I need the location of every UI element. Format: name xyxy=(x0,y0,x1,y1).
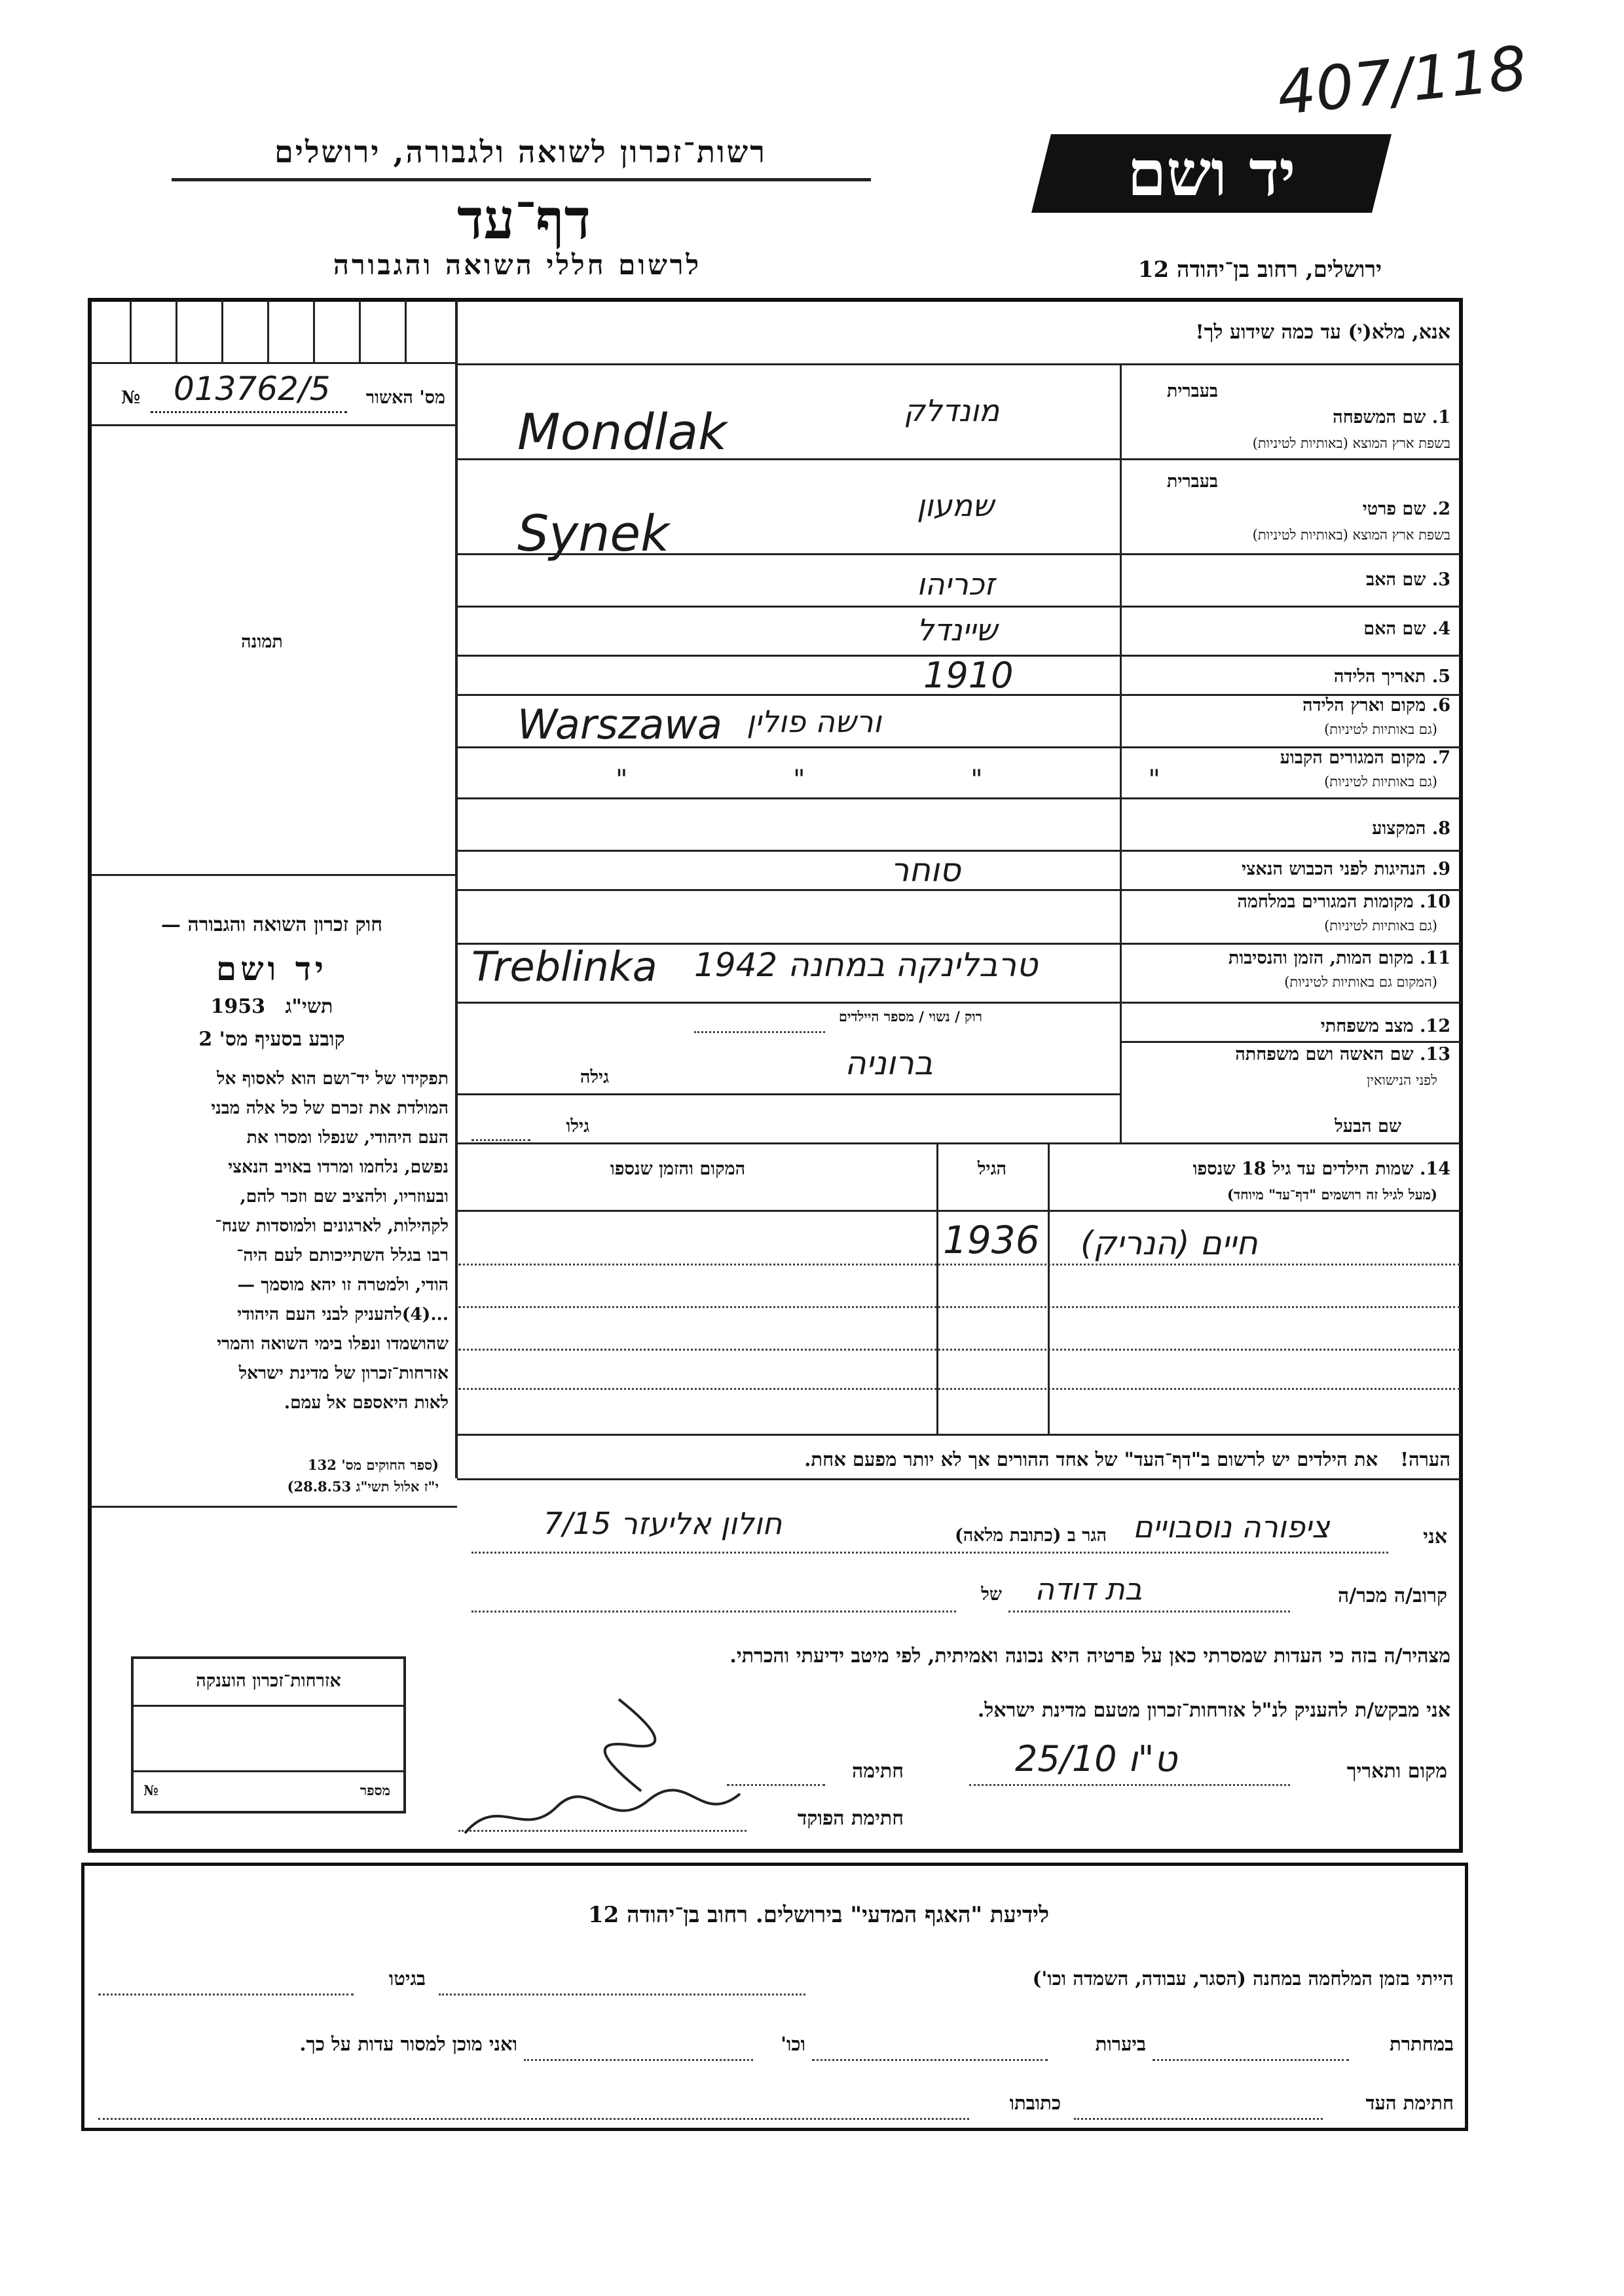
law-line: תפקידו של יד־ושם הוא לאסוף אל xyxy=(217,1068,449,1089)
field-2-sub: בשפת ארץ המוצא (באותיות לטיניות) xyxy=(1252,527,1450,543)
note-label: הערה! xyxy=(1400,1448,1450,1470)
law-line: העם היהודי, שנפלו ומסרו את xyxy=(246,1127,449,1148)
form-title: דף־עד xyxy=(456,187,591,251)
field-5-number: 5. xyxy=(1431,666,1450,687)
field-6-label xyxy=(1126,695,1450,716)
field-6-number: 6. xyxy=(1431,695,1450,716)
field-8-number: 8. xyxy=(1431,818,1450,839)
children-row-line xyxy=(458,1264,1460,1266)
official-signature-scribble xyxy=(458,1781,747,1846)
declaration-line-2b xyxy=(1008,1611,1290,1613)
scientific-department-title: לידיעת "האגף המדעי" בירושלים. רחוב בן־יהודה 12 xyxy=(588,1902,1049,1928)
law-name: יד ושם xyxy=(216,949,327,988)
field-1-name: שם המשפחה xyxy=(1333,407,1426,428)
field-13-sub: לפני הנישואין xyxy=(1367,1072,1437,1088)
field-3-line xyxy=(457,606,1461,608)
field-9-label xyxy=(1126,859,1450,879)
approval-label: מס' האשור xyxy=(365,388,445,408)
field-2-hebrew-value: שמעון xyxy=(917,488,994,523)
law-line: המולדת את זכרם של כל אלה מבני xyxy=(211,1098,449,1118)
footer-dots-3a xyxy=(1074,2118,1323,2120)
field-11-hebrew-value: טרבלינקה במחנה 1942 xyxy=(694,946,1038,984)
place-date-value: ט"ו 25/10 xyxy=(1015,1738,1177,1779)
approval-row-line xyxy=(90,424,455,426)
note-line xyxy=(457,1478,1461,1480)
field-11-label xyxy=(1126,948,1450,968)
field-9-name: הנהיגות לפני הכבוש הנאצי xyxy=(1242,859,1426,879)
field-9-value: סוחר xyxy=(891,851,961,889)
law-section: קובע בסעיף מס' 2 xyxy=(198,1028,345,1051)
field-14-name: שמות הילדים עד גיל 18 שנספו xyxy=(1192,1159,1414,1179)
field-14-label xyxy=(1048,1159,1450,1179)
husband-age-line xyxy=(471,1139,530,1141)
yad-vashem-logo xyxy=(1031,134,1392,213)
law-line: הודי, ולמטרה זו יהא מוסמך — xyxy=(237,1275,449,1295)
footer-dots-2b xyxy=(812,2059,1048,2061)
law-line: לקהילות, לארגונים ולמוסדות שנח־ xyxy=(215,1216,449,1236)
law-year-hebrew: תשי"ג xyxy=(285,995,333,1018)
field-10-label xyxy=(1126,892,1450,912)
children-row-line xyxy=(458,1349,1460,1351)
field-7-name: מקום המגורים הקבוע xyxy=(1280,748,1426,768)
field-12-number: 12. xyxy=(1420,1016,1450,1036)
form-subtitle: לרשום חללי השואה והגבורה xyxy=(333,249,702,281)
children-col-divider-2 xyxy=(936,1142,938,1434)
field-6-name: מקום וארץ הלידה xyxy=(1302,695,1426,716)
memorial-citizenship-box xyxy=(131,1656,406,1813)
field-1-hebrew-value: מונדלק xyxy=(904,393,1000,428)
place-date-line xyxy=(969,1784,1290,1786)
field-3-number: 3. xyxy=(1431,570,1450,590)
memorial-box-title: אזרחות־זכרון הוענקה xyxy=(196,1671,341,1691)
footer-line-1-a: הייתי בזמן המלחמה במחנה (הסגר, עבודה, השמדה וכו') xyxy=(1032,1967,1454,1990)
reference-tick-boxes xyxy=(90,300,455,364)
approval-line xyxy=(151,411,347,413)
field-1-latin-value: Mondlak xyxy=(517,403,728,461)
field-12-line xyxy=(1120,1041,1461,1043)
field-12-options: רוק / נשוי / מספר היילדים xyxy=(838,1008,982,1025)
field-7-number: 7. xyxy=(1431,748,1450,768)
field-11-latin-value: Treblinka xyxy=(471,943,657,991)
field-9-line xyxy=(457,889,1461,891)
declaration-resides-label: הגר ב (כתובת מלאה) xyxy=(954,1525,1107,1546)
law-line: אזרחות־זכרון של מדינת ישראל xyxy=(238,1363,449,1383)
declaration-of-label: של xyxy=(981,1584,1002,1605)
footer-line-2-a: במחתרת xyxy=(1390,2033,1454,2055)
field-6-hebrew-value: ורשה פולין xyxy=(747,704,881,739)
field-11-number: 11. xyxy=(1420,948,1450,968)
law-line: ...(4)להעניק לבני העם היהודי xyxy=(237,1304,449,1324)
field-4-value: שיינדל xyxy=(917,612,997,647)
field-2-label xyxy=(1244,499,1450,519)
field-12-name: מצב משפחתי xyxy=(1320,1016,1414,1036)
children-table-bottom xyxy=(457,1434,1461,1436)
field-13-name: שם האשה ושם משפחתה xyxy=(1235,1044,1414,1065)
field-5-name: תאריך הלידה xyxy=(1333,666,1426,687)
declaration-text: מצהיר/ה בזה כי העדות שמסרתי כאן על פרטיה היא נכונה ואמיתית, לפי מיטב ידיעתי והכרתי. xyxy=(729,1645,1450,1667)
declaration-name: ציפורה נוסבויים xyxy=(1133,1509,1330,1544)
archive-number: 407/118 xyxy=(1274,33,1530,129)
law-line: שהושמדו ונפלו בימי השואה והמרי xyxy=(217,1334,449,1354)
field-11-line xyxy=(457,1002,1461,1004)
children-row-line xyxy=(458,1388,1460,1390)
field-14-number: 14. xyxy=(1420,1159,1450,1179)
authority-title: רשות־זכרון לשואה ולגבורה, ירושלים xyxy=(274,134,767,170)
column-place-time: המקום והזמן שנספו xyxy=(610,1159,746,1179)
field-12-label xyxy=(1126,1016,1450,1036)
law-line: לאות היאספם אל עמם. xyxy=(284,1393,449,1413)
field-8-label xyxy=(1126,818,1450,839)
note-row xyxy=(465,1448,1450,1471)
footer-line-2-b: ביערות xyxy=(1095,2033,1146,2055)
photo-label: תמונה xyxy=(241,632,283,652)
hebrew-label-2: בעברית xyxy=(1166,471,1218,492)
column-age: הגיל xyxy=(977,1159,1007,1179)
field-13-label xyxy=(1126,1044,1450,1065)
field-7-value: " " " " xyxy=(616,765,1239,795)
declaration-line-2 xyxy=(471,1611,956,1613)
field-2-name: שם פרטי xyxy=(1362,499,1426,519)
field-1-sub: בשפת ארץ המוצא (באותיות לטיניות) xyxy=(1252,435,1450,451)
hebrew-label-1: בעברית xyxy=(1166,381,1218,401)
declaration-address: חולון אליעזר 7/15 xyxy=(544,1506,783,1541)
field-6-latin-value: Warszawa xyxy=(517,701,722,748)
footer-line-2-d: ואני מוכן למסור עדות על כך. xyxy=(299,2033,517,2055)
law-line: ובעוזריו, ולהציב שם וזכר להם, xyxy=(240,1186,449,1207)
field-5-label xyxy=(1126,666,1450,687)
logo-text: יד ושם xyxy=(1127,136,1296,210)
field-3-value: זכריהו xyxy=(917,566,995,602)
photo-area-line xyxy=(90,874,455,876)
law-title: חוק זכרון השואה והגבורה — xyxy=(161,913,382,936)
field-3-name: שם האב xyxy=(1366,570,1426,590)
field-2-number: 2. xyxy=(1431,499,1450,519)
footer-dots-3b xyxy=(98,2118,969,2120)
official-signature-label: חתימת הפוקד xyxy=(797,1807,904,1830)
place-date-label: מקום ותאריך xyxy=(1346,1760,1447,1783)
label-column-divider xyxy=(1120,363,1122,1142)
signature-label: חתימה xyxy=(852,1760,904,1783)
field-9-number: 9. xyxy=(1431,859,1450,879)
declaration-relative-label: קרוב/ה מכר/ה xyxy=(1338,1584,1447,1607)
field-7-line xyxy=(457,797,1461,799)
footer-line-2-c: וכו' xyxy=(781,2033,805,2055)
field-10-name: מקומות המגורים במלחמה xyxy=(1237,892,1414,912)
declaration-line-1 xyxy=(471,1552,1388,1554)
request-text: אני מבקש/ת להעניק לנ"ל אזרחות־זכרון מטעם מדינת ישראל. xyxy=(977,1699,1450,1722)
child-1-name: חיים (הנריק) xyxy=(1080,1224,1258,1262)
footer-line-3-b: כתובתו xyxy=(1009,2092,1061,2114)
field-4-number: 4. xyxy=(1431,619,1450,639)
husband-label: שם הבעל xyxy=(1335,1116,1401,1137)
field-12-dotted-line xyxy=(694,1031,825,1033)
field-10-number: 10. xyxy=(1420,892,1450,912)
field-2-latin-value: Synek xyxy=(517,504,670,562)
field-10-sub: (גם באותיות לטיניות) xyxy=(1324,918,1437,934)
field-11-name: מקום המות, הזמן והנסיבות xyxy=(1228,948,1414,968)
law-reference-1: (ספר החוקים מס' 132 xyxy=(308,1457,439,1473)
child-1-age: 1936 xyxy=(943,1218,1040,1262)
memorial-box-number-label: מספר xyxy=(360,1782,390,1798)
footer-dots-1b xyxy=(98,1994,354,1995)
memorial-box-prefix: № xyxy=(143,1782,158,1798)
law-bottom-line xyxy=(90,1506,457,1508)
husband-age-label: גילו xyxy=(566,1116,589,1137)
title-underline xyxy=(172,178,871,181)
field-5-value: 1910 xyxy=(923,655,1014,696)
field-3-label xyxy=(1126,570,1450,590)
children-row-line xyxy=(458,1306,1460,1308)
approval-prefix: № xyxy=(121,388,141,408)
field-13-line xyxy=(457,1093,1120,1095)
field-4-label xyxy=(1126,619,1450,639)
field-13-number: 13. xyxy=(1420,1044,1450,1065)
footer-dots-2c xyxy=(524,2059,753,2061)
law-year xyxy=(98,995,445,1018)
field-7-sub: (גם באותיות לטיניות) xyxy=(1324,774,1437,790)
footer-dots-2a xyxy=(1153,2059,1349,2061)
field-2-line xyxy=(457,553,1461,555)
field-11-sub: (המקום גם באותיות לטיניות) xyxy=(1284,974,1437,990)
law-reference-2: י"ז אלול תשי"ג 28.8.53) xyxy=(287,1478,439,1495)
field-14-sub: (מעל לגיל זה רושמים "דף־עד" מיוחד) xyxy=(1227,1186,1437,1203)
instruction-row-line xyxy=(457,363,1461,365)
declaration-i-label: אני xyxy=(1423,1525,1447,1548)
children-col-divider-1 xyxy=(1048,1142,1050,1434)
footer-line-3-a: חתימת העד xyxy=(1365,2092,1454,2114)
law-line: נפשם, נלחמו ומרדו באויב הנאצי xyxy=(228,1157,449,1177)
footer-dots-1 xyxy=(439,1994,805,1995)
husband-line xyxy=(457,1142,1461,1144)
official-signature-mark xyxy=(458,1781,747,1849)
yad-vashem-address: ירושלים, רחוב בן־יהודה 12 xyxy=(1137,257,1382,283)
law-year-number: 1953 xyxy=(210,995,266,1018)
instruction-text: אנא, מלא(י) עד כמה שידוע לך! xyxy=(1195,321,1450,344)
field-1-number: 1. xyxy=(1431,407,1450,428)
note-text: את הילדים יש לרשום ב"דף־העד" של אחד ההורים אך לא יותר מפעם אחת. xyxy=(804,1448,1378,1470)
footer-line-1-b: בגיטו xyxy=(388,1967,426,1990)
field-13-age-label: גילה xyxy=(580,1067,609,1087)
declaration-relation: בת דודה xyxy=(1035,1571,1143,1607)
field-6-sub: (גם באותיות לטיניות) xyxy=(1324,721,1437,737)
law-line: רבו בגלל השתייכותם לעם היה־ xyxy=(236,1245,449,1266)
children-header-line xyxy=(457,1210,1461,1212)
field-1-label xyxy=(1244,407,1450,428)
field-4-name: שם האם xyxy=(1363,619,1426,639)
law-text xyxy=(97,1064,449,1417)
field-1-line xyxy=(457,458,1461,460)
field-8-name: המקצוע xyxy=(1372,818,1426,839)
field-13-value: ברוניה xyxy=(845,1044,933,1082)
approval-number: 013762/5 xyxy=(174,370,331,408)
